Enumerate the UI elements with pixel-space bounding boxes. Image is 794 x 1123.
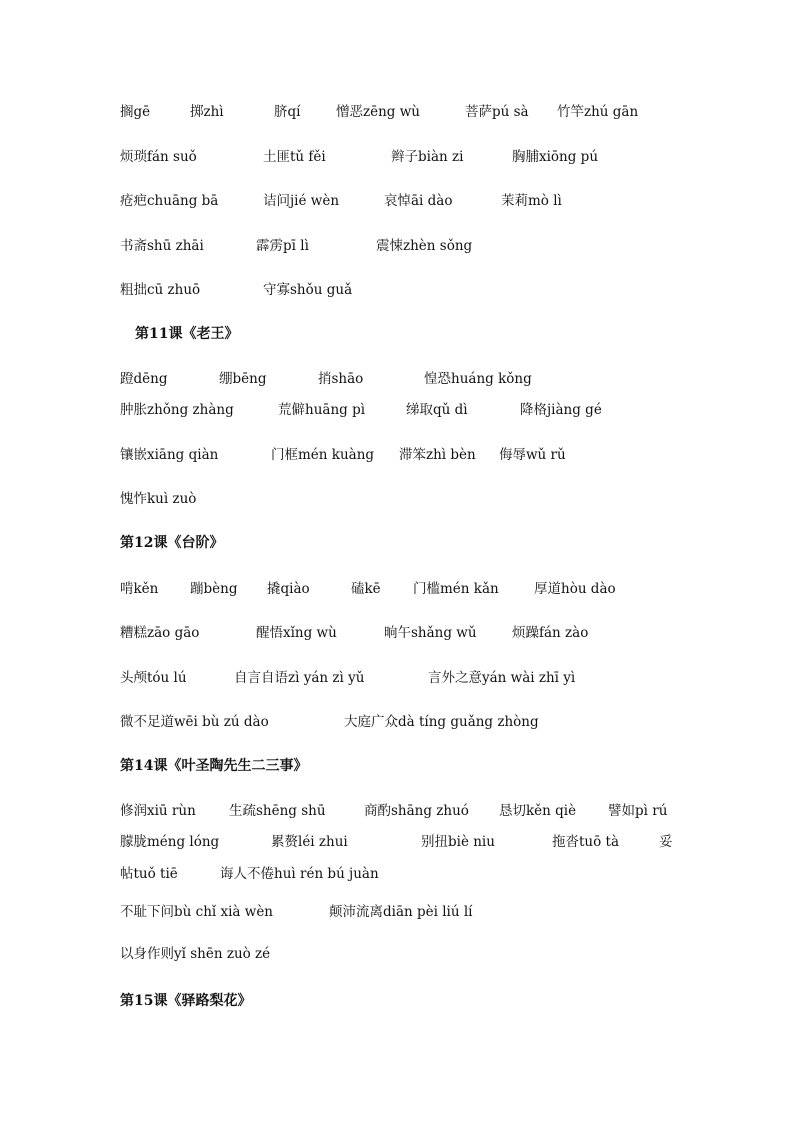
vocab-word: 诲人不倦huì rén bú juàn: [220, 866, 379, 882]
vocab-row: [0, 367, 794, 391]
vocab-word: 晌午shǎng wǔ: [384, 625, 477, 641]
vocab-word: 捎shāo: [318, 371, 364, 387]
vocab-row: [0, 710, 794, 734]
lesson-heading-row: [0, 754, 794, 778]
vocab-word: 撬qiào: [267, 581, 310, 597]
vocab-row: [0, 189, 794, 213]
vocab-word: 惶恐huáng kǒng: [424, 371, 532, 387]
vocab-word: 守寡shǒu guǎ: [263, 282, 353, 298]
vocab-word: 粗拙cū zhuō: [120, 282, 201, 298]
vocab-row: [0, 278, 794, 302]
lesson-heading-row: [0, 322, 794, 346]
vocab-word: 修润xiū rùn: [120, 803, 196, 819]
vocab-word: 愧怍kuì zuò: [120, 491, 197, 507]
vocab-word: 以身作则yǐ shēn zuò zé: [120, 946, 271, 962]
vocab-word: 疮疤chuāng bā: [120, 193, 219, 209]
vocab-row: [0, 234, 794, 258]
vocab-word: 啃kěn: [120, 581, 159, 597]
vocab-word: 言外之意yán wài zhī yì: [428, 670, 576, 686]
vocab-word: 恳切kěn qiè: [499, 803, 577, 819]
vocab-row: [0, 487, 794, 511]
vocab-word: 别扭biè niu: [421, 834, 495, 850]
vocab-word: 滞笨zhì bèn: [399, 447, 476, 463]
vocab-word: 震悚zhèn sǒng: [376, 238, 473, 254]
vocab-word: 霹雳pī lì: [256, 238, 309, 254]
vocab-word: 胸脯xiōng pú: [512, 149, 599, 165]
vocab-word: 妥: [659, 834, 673, 850]
vocab-word: 镶嵌xiāng qiàn: [120, 447, 219, 463]
vocab-row: [0, 577, 794, 601]
vocab-word: 烦躁fán zào: [512, 625, 589, 641]
vocab-word: 荒僻huāng pì: [278, 402, 366, 418]
vocab-word: 拖沓tuō tà: [552, 834, 620, 850]
vocab-word: 醒悟xǐng wù: [256, 625, 337, 641]
vocab-row: [0, 666, 794, 690]
vocab-word: 蹦bèng: [190, 581, 238, 597]
vocab-row: [0, 621, 794, 645]
lesson-heading-row: [0, 989, 794, 1013]
vocab-word: 绷bēng: [219, 371, 267, 387]
lesson-heading: 第14课《叶圣陶先生二三事》: [120, 758, 308, 774]
vocab-word: 大庭广众dà tíng guǎng zhòng: [344, 714, 539, 730]
vocab-word: 烦琐fán suǒ: [120, 149, 197, 165]
vocab-row: [0, 443, 794, 467]
vocab-word: 哀悼āi dào: [384, 193, 453, 209]
vocab-row: [0, 145, 794, 169]
lesson-heading: 第11课《老王》: [135, 326, 239, 342]
lesson-heading: 第12课《台阶》: [120, 535, 224, 551]
vocab-word: 竹竿zhú gān: [557, 104, 639, 120]
vocab-word: 菩萨pú sà: [465, 104, 529, 120]
vocab-word: 肿胀zhǒng zhàng: [120, 402, 234, 418]
vocab-word: 自言自语zì yán zì yǔ: [234, 670, 365, 686]
vocab-word: 颠沛流离diān pèi liú lí: [329, 904, 473, 920]
vocab-row: [0, 100, 794, 124]
vocab-word: 侮辱wǔ rǔ: [499, 447, 566, 463]
vocab-word: 脐qí: [274, 104, 301, 120]
vocab-row: [0, 799, 794, 823]
vocab-word: 蹬dēng: [120, 371, 168, 387]
vocab-word: 厚道hòu dào: [534, 581, 616, 597]
vocab-word: 书斋shū zhāi: [120, 238, 204, 254]
vocab-row: [0, 942, 794, 966]
vocab-word: 绨取qǔ dì: [406, 402, 468, 418]
vocab-word: 诘问jié wèn: [263, 193, 340, 209]
vocab-word: 降格jiàng gé: [520, 402, 602, 418]
vocab-word: 帖tuǒ tiē: [120, 866, 178, 882]
vocab-word: 生疏shēng shū: [229, 803, 326, 819]
vocab-word: 掷zhì: [190, 104, 224, 120]
vocab-word: 譬如pì rú: [608, 803, 668, 819]
vocab-row: [0, 398, 794, 422]
vocab-word: 累赘léi zhui: [271, 834, 348, 850]
vocab-row: [0, 830, 794, 854]
vocab-word: 土匪tǔ fěi: [263, 149, 326, 165]
vocab-row: [0, 862, 794, 886]
lesson-heading: 第15课《驿路梨花》: [120, 993, 252, 1009]
vocab-row: [0, 900, 794, 924]
vocab-word: 茉莉mò lì: [501, 193, 562, 209]
vocab-word: 门框mén kuàng: [271, 447, 375, 463]
vocab-word: 不耻下问bù chǐ xià wèn: [120, 904, 274, 920]
vocab-word: 磕kē: [351, 581, 381, 597]
vocab-word: 辫子biàn zi: [391, 149, 464, 165]
vocab-word: 搁gē: [120, 104, 151, 120]
vocab-word: 糟糕zāo gāo: [120, 625, 200, 641]
vocab-word: 朦胧méng lóng: [120, 834, 220, 850]
vocab-word: 门槛mén kǎn: [413, 581, 499, 597]
lesson-heading-row: [0, 531, 794, 555]
vocab-word: 微不足道wēi bù zú dào: [120, 714, 269, 730]
vocab-word: 头颅tóu lú: [120, 670, 187, 686]
vocab-word: 商酌shāng zhuó: [364, 803, 469, 819]
vocab-word: 憎恶zēng wù: [336, 104, 420, 120]
